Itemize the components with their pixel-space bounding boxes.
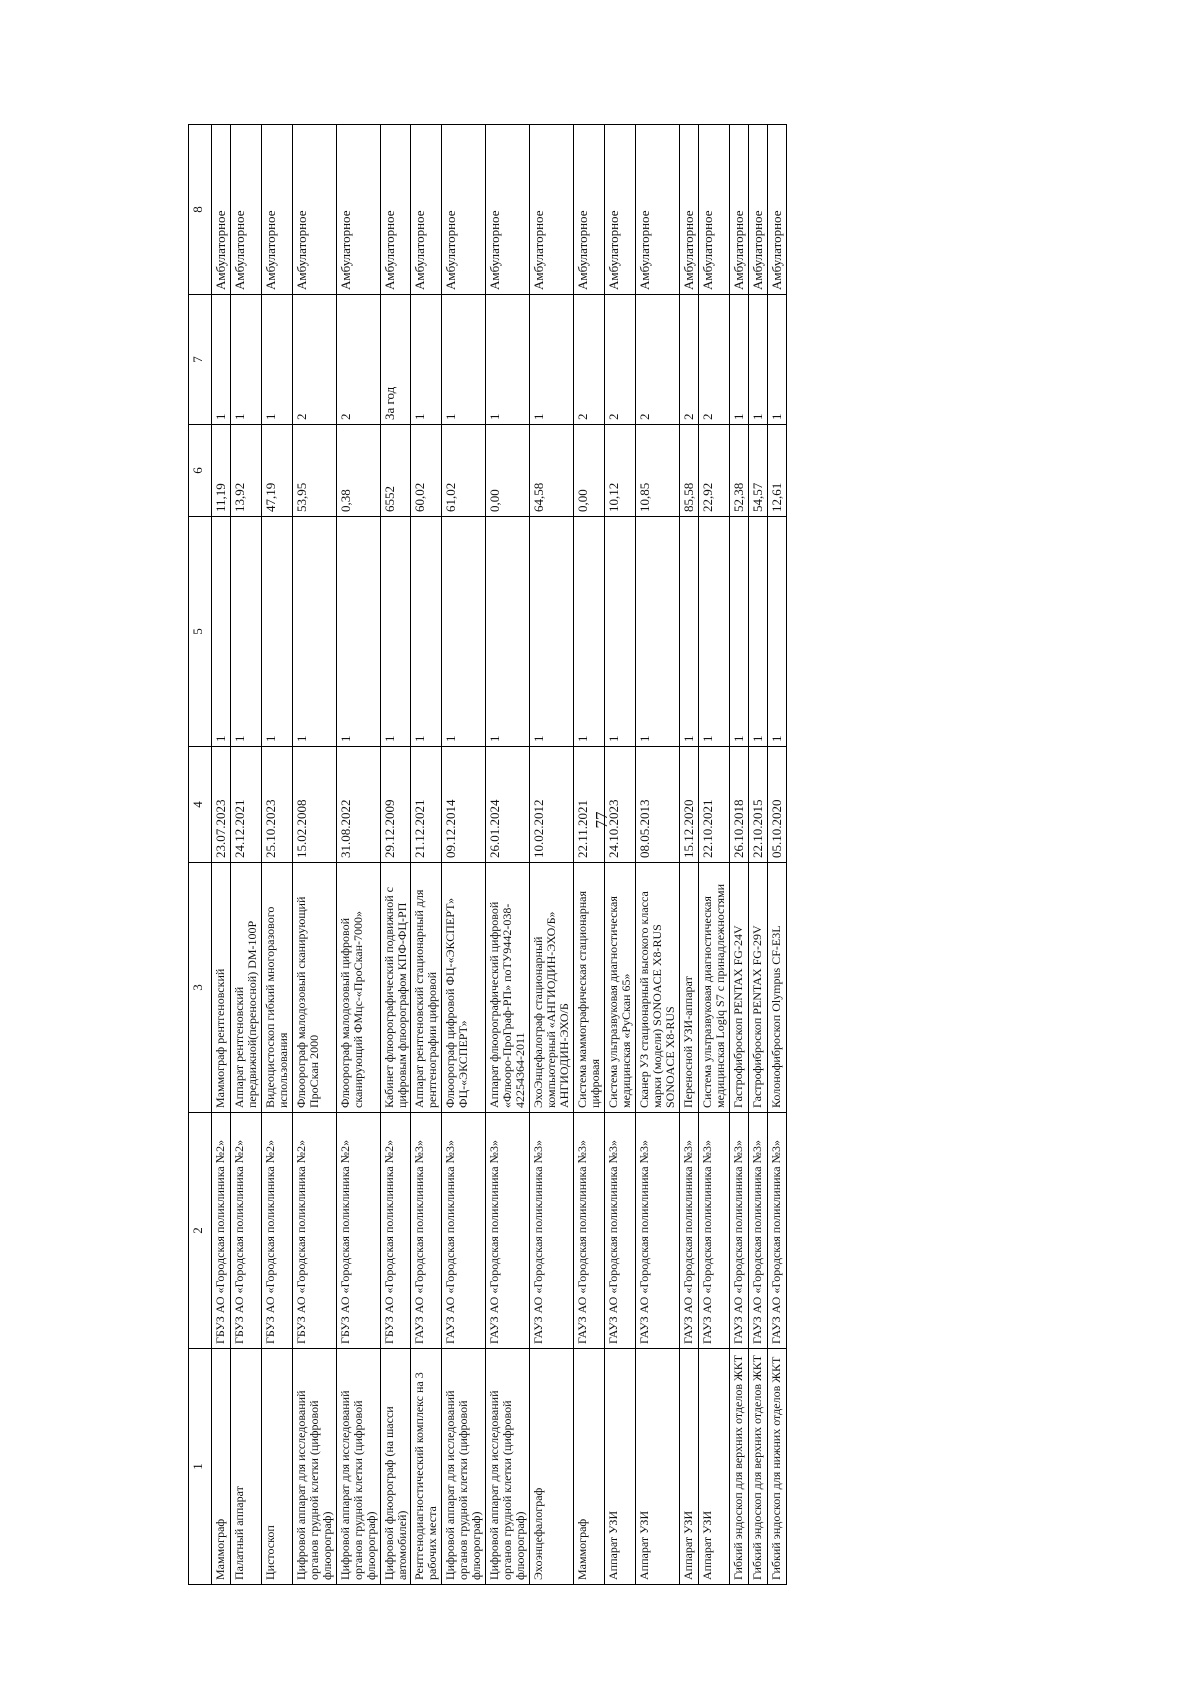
equipment-type-cell: Аппарат УЗИ [679,1349,698,1585]
quantity-cell: 1 [411,517,442,747]
shift-cell: 1 [748,295,767,425]
equipment-type-cell: Эхоэнцефалограф [530,1349,574,1585]
quantity-cell: 1 [486,517,530,747]
care-type-cell: Амбулаторное [679,125,698,295]
quantity-cell: 1 [231,517,262,747]
quantity-cell: 1 [380,517,411,747]
care-type-cell: Амбулаторное [411,125,442,295]
quantity-cell: 1 [442,517,486,747]
organization-cell: ГАУЗ АО «Городская поликлиника №3» [679,1113,698,1349]
device-model-cell: Система маммографическая стационарная цифровая [573,863,604,1113]
organization-cell: ГБУЗ АО «Городская поликлиника №2» [261,1113,292,1349]
device-model-cell: Флюорограф малодозовый цифровой сканирующий ФМцс-«ПроСкан-7000» [336,863,380,1113]
table-row [679,125,698,1585]
table-row [212,125,231,1585]
equipment-type-cell: Маммограф [212,1349,231,1585]
load-value-cell: 10,85 [635,425,679,517]
organization-cell: ГАУЗ АО «Городская поликлиника №3» [635,1113,679,1349]
device-model-cell: Кабинет флюорографический подвижной с цифровым флюорографом КПФ-ФЦ-РП [380,863,411,1113]
equipment-type-cell: Рентгенодиагностический комплекс на 3 рабочих места [411,1349,442,1585]
shift-cell: 2 [336,295,380,425]
equipment-type-cell: Цифровой аппарат для исследований органов грудной клетки (цифровой флюорограф) [292,1349,336,1585]
page-number: 77 [592,811,611,829]
shift-cell: 1 [729,295,748,425]
load-value-cell: 61,02 [442,425,486,517]
quantity-cell: 1 [767,517,786,747]
table-row [486,125,530,1585]
shift-cell: 1 [212,295,231,425]
commission-date-cell: 29.12.2009 [380,747,411,863]
load-value-cell: 10,12 [604,425,635,517]
table-body [212,125,787,1585]
shift-cell: 1 [442,295,486,425]
care-type-cell: Амбулаторное [442,125,486,295]
load-value-cell: 0,00 [486,425,530,517]
shift-cell: 1 [411,295,442,425]
commission-date-cell: 22.11.2021 [573,747,604,863]
commission-date-cell: 26.01.2024 [486,747,530,863]
device-model-cell: Сканер УЗ стационарный высокого класса марки (модели) SONOACE X8-RUS SONOACE X8-RUS [635,863,679,1113]
header-row [189,125,212,1585]
device-model-cell: ЭхоЭнцефалограф стационарный компьютерный «АНГИОДИН-ЭХО/Б» АНГИОДИН-ЭХО/Б [530,863,574,1113]
load-value-cell: 47,19 [261,425,292,517]
quantity-cell: 1 [336,517,380,747]
organization-cell: ГБУЗ АО «Городская поликлиника №2» [380,1113,411,1349]
organization-cell: ГАУЗ АО «Городская поликлиника №3» [748,1113,767,1349]
care-type-cell: Амбулаторное [698,125,729,295]
quantity-cell: 1 [729,517,748,747]
table-row [292,125,336,1585]
quantity-cell: 1 [292,517,336,747]
care-type-cell: Амбулаторное [729,125,748,295]
equipment-type-cell: Гибкий эндоскоп для нижних отделов ЖКТ [767,1349,786,1585]
organization-cell: ГАУЗ АО «Городская поликлиника №3» [486,1113,530,1349]
care-type-cell: Амбулаторное [635,125,679,295]
device-model-cell: Гастрофиброскоп PENTAX FG-24V [729,863,748,1113]
load-value-cell: 12,61 [767,425,786,517]
equipment-type-cell: Гибкий эндоскоп для верхних отделов ЖКТ [729,1349,748,1585]
device-model-cell: Флюорограф малодозовый сканирующий ПроСкан 2000 [292,863,336,1113]
table-row [767,125,786,1585]
care-type-cell: Амбулаторное [212,125,231,295]
commission-date-cell: 22.10.2021 [698,747,729,863]
load-value-cell: 85,58 [679,425,698,517]
care-type-cell: Амбулаторное [748,125,767,295]
shift-cell: 1 [767,295,786,425]
table-row [261,125,292,1585]
shift-cell: 2 [698,295,729,425]
care-type-cell: Амбулаторное [486,125,530,295]
quantity-cell: 1 [212,517,231,747]
quantity-cell: 1 [604,517,635,747]
commission-date-cell: 15.12.2020 [679,747,698,863]
table-row [635,125,679,1585]
organization-cell: ГАУЗ АО «Городская поликлиника №3» [604,1113,635,1349]
table-row [411,125,442,1585]
quantity-cell: 1 [679,517,698,747]
equipment-type-cell: Аппарат УЗИ [698,1349,729,1585]
organization-cell: ГАУЗ АО «Городская поликлиника №3» [767,1113,786,1349]
quantity-cell: 1 [573,517,604,747]
commission-date-cell: 21.12.2021 [411,747,442,863]
table-row [442,125,486,1585]
shift-cell: 2 [573,295,604,425]
organization-cell: ГБУЗ АО «Городская поликлиника №2» [292,1113,336,1349]
care-type-cell: Амбулаторное [573,125,604,295]
device-model-cell: Система ультразвуковая диагностическая медицинская «РуСкан 65» [604,863,635,1113]
equipment-type-cell: Цистоскоп [261,1349,292,1585]
equipment-type-cell: Цифровой аппарат для исследований органов грудной клетки (цифровой флюорограф) [486,1349,530,1585]
care-type-cell: Амбулаторное [261,125,292,295]
equipment-type-cell: Гибкий эндоскоп для верхних отделов ЖКТ [748,1349,767,1585]
column-header: 6 [189,425,212,517]
quantity-cell: 1 [530,517,574,747]
commission-date-cell: 24.12.2021 [231,747,262,863]
care-type-cell: Амбулаторное [380,125,411,295]
load-value-cell: 54,57 [748,425,767,517]
table-row [748,125,767,1585]
equipment-type-cell: Цифровой флюорограф (на шасси автомобилей) [380,1349,411,1585]
device-model-cell: Колонофиброскоп Olympus CF-E3L [767,863,786,1113]
shift-cell: 2 [679,295,698,425]
column-header: 7 [189,295,212,425]
shift-cell: 2 [635,295,679,425]
commission-date-cell: 24.10.2023 [604,747,635,863]
load-value-cell: 53,95 [292,425,336,517]
commission-date-cell: 26.10.2018 [729,747,748,863]
equipment-type-cell: Аппарат УЗИ [604,1349,635,1585]
equipment-type-cell: Цифровой аппарат для исследований органов грудной клетки (цифровой флюорограф) [442,1349,486,1585]
commission-date-cell: 25.10.2023 [261,747,292,863]
table-row [530,125,574,1585]
commission-date-cell: 15.02.2008 [292,747,336,863]
shift-cell: 2 [292,295,336,425]
quantity-cell: 1 [635,517,679,747]
table-header [189,125,212,1585]
commission-date-cell: 23.07.2023 [212,747,231,863]
commission-date-cell: 09.12.2014 [442,747,486,863]
commission-date-cell: 22.10.2015 [748,747,767,863]
device-model-cell: Аппарат рентгеновский передвижной(переносной) DM-100P [231,863,262,1113]
device-model-cell: Система ультразвуковая диагностическая медицинская Logiq S7 с принадлежностями [698,863,729,1113]
care-type-cell: Амбулаторное [231,125,262,295]
table-row [573,125,604,1585]
column-header: 1 [189,1349,212,1585]
shift-cell: За год [380,295,411,425]
table-row [698,125,729,1585]
table-row [380,125,411,1585]
shift-cell: 1 [231,295,262,425]
shift-cell: 1 [261,295,292,425]
care-type-cell: Амбулаторное [530,125,574,295]
care-type-cell: Амбулаторное [767,125,786,295]
load-value-cell: 0,38 [336,425,380,517]
device-model-cell: Гастрофиброскоп PENTAX FG-29V [748,863,767,1113]
organization-cell: ГАУЗ АО «Городская поликлиника №3» [411,1113,442,1349]
table-row [336,125,380,1585]
shift-cell: 1 [486,295,530,425]
organization-cell: ГАУЗ АО «Городская поликлиника №3» [698,1113,729,1349]
load-value-cell: 11,19 [212,425,231,517]
organization-cell: ГАУЗ АО «Городская поликлиника №3» [442,1113,486,1349]
table-row [729,125,748,1585]
equipment-type-cell: Цифровой аппарат для исследований органов грудной клетки (цифровой флюорограф) [336,1349,380,1585]
load-value-cell: 64,58 [530,425,574,517]
load-value-cell: 0,00 [573,425,604,517]
table-row [231,125,262,1585]
device-model-cell: Аппарат флюорографический цифровой «Флюоро-ПроГраф-РП» поТУ9442-038-42254364-2011 [486,863,530,1113]
commission-date-cell: 08.05.2013 [635,747,679,863]
quantity-cell: 1 [698,517,729,747]
commission-date-cell: 05.10.2020 [767,747,786,863]
device-model-cell: Видеоцистоскоп гибкий многоразового использования [261,863,292,1113]
commission-date-cell: 31.08.2022 [336,747,380,863]
column-header: 8 [189,125,212,295]
care-type-cell: Амбулаторное [336,125,380,295]
equipment-table [188,124,787,1585]
organization-cell: ГАУЗ АО «Городская поликлиника №3» [530,1113,574,1349]
column-header: 4 [189,747,212,863]
column-header: 5 [189,517,212,747]
table-row [604,125,635,1585]
column-header: 3 [189,863,212,1113]
shift-cell: 1 [530,295,574,425]
organization-cell: ГБУЗ АО «Городская поликлиника №2» [212,1113,231,1349]
column-header: 2 [189,1113,212,1349]
device-model-cell: Флюорограф цифровой ФЦ-«ЭКСПЕРТ» ФЦ-«ЭКСПЕРТ» [442,863,486,1113]
equipment-type-cell: Маммограф [573,1349,604,1585]
commission-date-cell: 10.02.2012 [530,747,574,863]
equipment-type-cell: Аппарат УЗИ [635,1349,679,1585]
care-type-cell: Амбулаторное [292,125,336,295]
device-model-cell: Маммограф рентгеновский [212,863,231,1113]
device-model-cell: Переносной УЗИ-аппарат [679,863,698,1113]
equipment-table-container [188,125,787,1585]
organization-cell: ГАУЗ АО «Городская поликлиника №3» [729,1113,748,1349]
quantity-cell: 1 [261,517,292,747]
load-value-cell: 52,38 [729,425,748,517]
load-value-cell: 13,92 [231,425,262,517]
device-model-cell: Аппарат рентгеновский стационарный для рентгенографии цифровой [411,863,442,1113]
quantity-cell: 1 [748,517,767,747]
organization-cell: ГБУЗ АО «Городская поликлиника №2» [336,1113,380,1349]
organization-cell: ГАУЗ АО «Городская поликлиника №3» [573,1113,604,1349]
load-value-cell: 60,02 [411,425,442,517]
care-type-cell: Амбулаторное [604,125,635,295]
equipment-type-cell: Палатный аппарат [231,1349,262,1585]
load-value-cell: 6552 [380,425,411,517]
organization-cell: ГБУЗ АО «Городская поликлиника №2» [231,1113,262,1349]
shift-cell: 2 [604,295,635,425]
load-value-cell: 22,92 [698,425,729,517]
